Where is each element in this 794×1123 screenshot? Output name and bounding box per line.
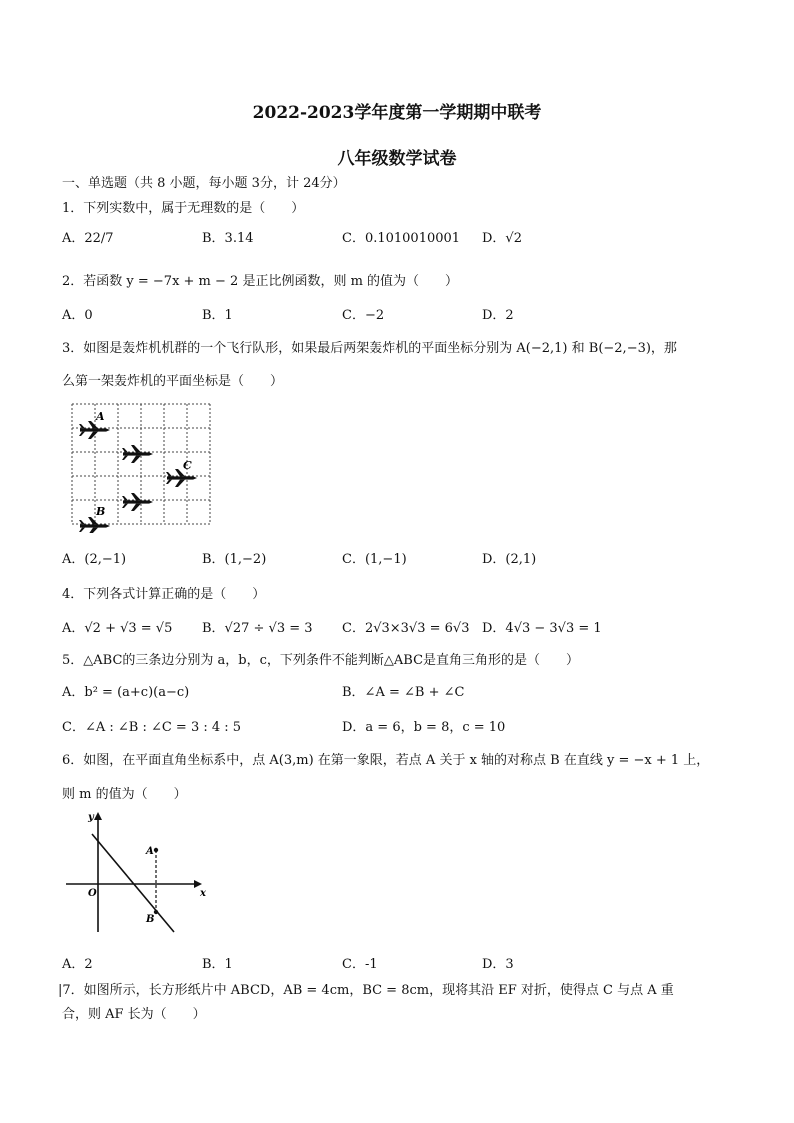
bomber-formation-figure [62,398,222,533]
question-5-option-c: C．∠A : ∠B : ∠C = 3 : 4 : 5 [62,720,242,735]
question-1-option-a: A．22/7 [62,231,114,246]
section-heading: 一、单选题（共 8 小题，每小题 3分，计 24分） [62,176,346,191]
plane-icon-b [79,517,110,533]
question-4-option-a: A．√2 + √3 = √5 [62,621,173,636]
question-4-option-d: D．4√3 − 3√3 = 1 [482,621,602,636]
figure-label-a: A [96,410,105,423]
question-3-option-a: A．(2,−1) [62,552,127,567]
exam-title: 2022-2023学年度第一学期期中联考 [252,103,542,123]
question-4-option-b: B．√27 ÷ √3 = 3 [202,621,313,636]
question-2-option-b: B．1 [202,308,233,323]
question-6-stem-line2: 则 m 的值为（ ） [62,787,187,802]
question-3-stem-line1: 3．如图是轰炸机机群的一个飞行队形，如果最后两架轰炸机的平面坐标分别为 A(−2,1) 和 B(−2,−3)，那 [62,341,677,356]
exam-subtitle: 八年级数学试卷 [337,149,457,169]
question-1-option-b: B．3.14 [202,231,254,246]
question-4-stem: 4．下列各式计算正确的是（ ） [62,587,266,602]
question-6-option-c: C．-1 [342,957,378,972]
point-a-label: A [146,846,154,857]
origin-label: O [88,888,97,899]
question-3-option-c: C．(1,−1) [342,552,407,567]
question-5-option-a: A．b² = (a+c)(a−c) [62,685,190,700]
question-2-option-a: A．0 [62,308,93,323]
question-6-option-a: A．2 [62,957,93,972]
point-b-label: B [146,914,155,925]
figure-label-b: B [96,505,106,518]
plane-icon-c [166,469,197,487]
question-5-option-b: B．∠A = ∠B + ∠C [342,685,465,700]
plane-icon-2 [122,445,153,463]
question-4-option-c: C．2√3×3√3 = 6√3 [342,621,470,636]
question-1-stem: 1．下列实数中，属于无理数的是（ ） [62,201,305,216]
question-6-option-b: B．1 [202,957,233,972]
question-1-option-c: C．0.1010010001 [342,231,461,246]
question-3-option-d: D．(2,1) [482,552,537,567]
question-5-option-d: D．a = 6，b = 8，c = 10 [342,720,506,735]
question-2-stem: 2．若函数 y = −7x + m − 2 是正比例函数，则 m 的值为（ ） [62,274,459,289]
plane-icon-4 [122,493,153,511]
point-b-dot [154,910,158,914]
question-6-stem-line1: 6．如图，在平面直角坐标系中，点 A(3,m) 在第一象限，若点 A 关于 x 轴的对称点 B 在直线 y = −x + 1 上， [62,753,710,768]
question-7-stem-line2: 合，则 AF 长为（ ） [62,1007,206,1022]
question-2-option-c: C．−2 [342,308,385,323]
coordinate-figure [62,808,222,938]
axis-label-y: y [88,812,94,823]
question-5-stem: 5．△ABC的三条边分别为 a，b，c，下列条件不能判断△ABC是直角三角形的是（ ） [62,653,580,668]
question-7-stem-line1: |7．如图所示，长方形纸片中 ABCD，AB = 4cm，BC = 8cm，现将其沿 EF 对折，使得点 C 与点 A 重 [58,983,674,998]
question-6-option-d: D．3 [482,957,514,972]
question-3-option-b: B．(1,−2) [202,552,267,567]
point-a-dot [154,848,158,852]
figure-label-c: C [183,459,192,472]
question-2-option-d: D．2 [482,308,514,323]
axis-label-x: x [200,888,206,899]
question-3-stem-line2: 么第一架轰炸机的平面坐标是（ ） [62,374,284,389]
question-1-option-d: D．√2 [482,231,522,246]
